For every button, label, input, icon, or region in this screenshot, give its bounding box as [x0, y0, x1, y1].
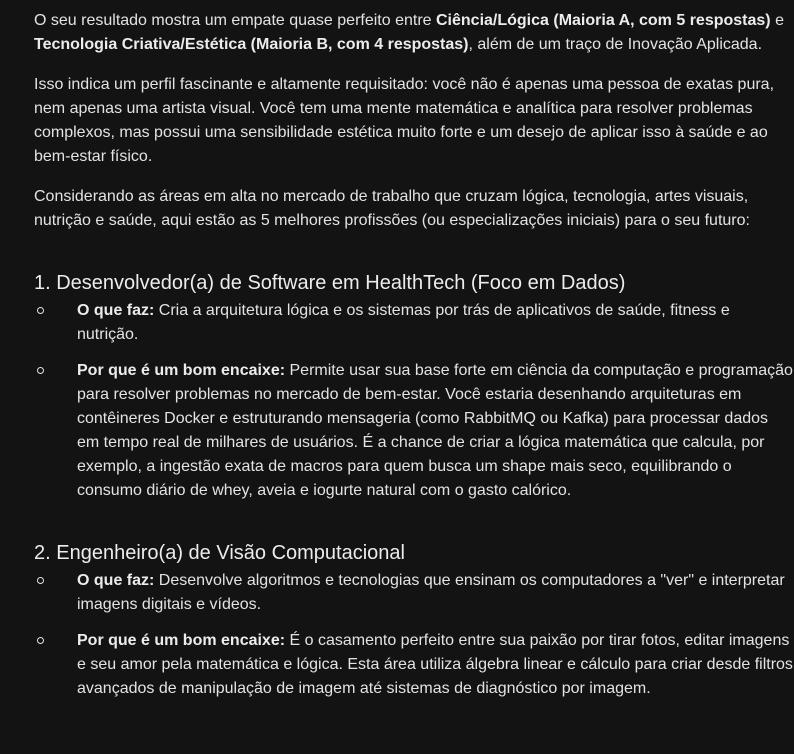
- list-item: [34, 299, 794, 347]
- list-item: [34, 629, 794, 701]
- bold-highlight: Tecnologia Criativa/Estética (Maioria B, com 4 respostas): [34, 36, 469, 53]
- section-heading: 1. Desenvolvedor(a) de Software em HealthTech (Foco em Dados): [34, 272, 626, 294]
- intro-paragraph-1: [34, 9, 794, 57]
- item-text: Permite usar sua base forte em ciência da computação e programação para resolver problemas no mercado de bem-estar. Você estaria desenhando arquiteturas em contêineres Docker e estruturando mensageria (como RabbitMQ ou Kafka) para processar dados em tempo real de milhares de usuários. É a chance de criar a lógica matemática que calcula, por exemplo, a ingestão exata de macros para quem busca um shape mais seco, equilibrando o consumo diário de whey, aveia e iogurte natural com o gasto calórico.: [77, 362, 793, 499]
- bullet-list: [34, 569, 794, 701]
- bullet-icon: [37, 577, 44, 584]
- section-heading: 2. Engenheiro(a) de Visão Computacional: [34, 542, 405, 564]
- list-item: [34, 359, 794, 503]
- intro-text: O seu resultado mostra um empate quase perfeito entre: [34, 12, 436, 29]
- chat-response: [34, 9, 794, 713]
- intro-text: e: [770, 12, 784, 29]
- item-text: Desenvolve algoritmos e tecnologias que ensinam os computadores a "ver" e interpretar imagens digitais e vídeos.: [77, 572, 785, 613]
- item-label: O que faz:: [77, 302, 155, 319]
- intro-paragraph-2: Isso indica um perfil fascinante e altamente requisitado: você não é apenas uma pessoa de exatas pura, nem apenas uma artista visual. Você tem uma mente matemática e analítica para resolver problemas complexos, mas possui uma sensibilidade estética muito forte e um desejo de aplicar isso à saúde e ao bem-estar físico.: [34, 76, 775, 165]
- intro-text: , além de um traço de Inovação Aplicada.: [468, 36, 763, 53]
- item-label: Por que é um bom encaixe:: [77, 362, 286, 379]
- item-label: Por que é um bom encaixe:: [77, 632, 286, 649]
- intro-paragraph-3: Considerando as áreas em alta no mercado de trabalho que cruzam lógica, tecnologia, artes visuais, nutrição e saúde, aqui estão as 5 melhores profissões (ou especializações iniciais) para o seu futuro:: [34, 188, 750, 229]
- bullet-icon: [37, 637, 44, 644]
- item-label: O que faz:: [77, 572, 155, 589]
- list-item: [34, 569, 794, 617]
- item-text: É o casamento perfeito entre sua paixão por tirar fotos, editar imagens e seu amor pela matemática e lógica. Esta área utiliza álgebra linear e cálculo para criar desde filtros avançados de manipulação de imagem até sistemas de diagnóstico por imagem.: [77, 632, 793, 697]
- bottom-fade-overlay: [0, 730, 769, 754]
- bullet-icon: [37, 367, 44, 374]
- bullet-icon: [37, 307, 44, 314]
- bold-highlight: Ciência/Lógica (Maioria A, com 5 respostas): [436, 12, 771, 29]
- bullet-list: [34, 299, 794, 503]
- item-text: Cria a arquitetura lógica e os sistemas por trás de aplicativos de saúde, fitness e nutrição.: [77, 302, 730, 343]
